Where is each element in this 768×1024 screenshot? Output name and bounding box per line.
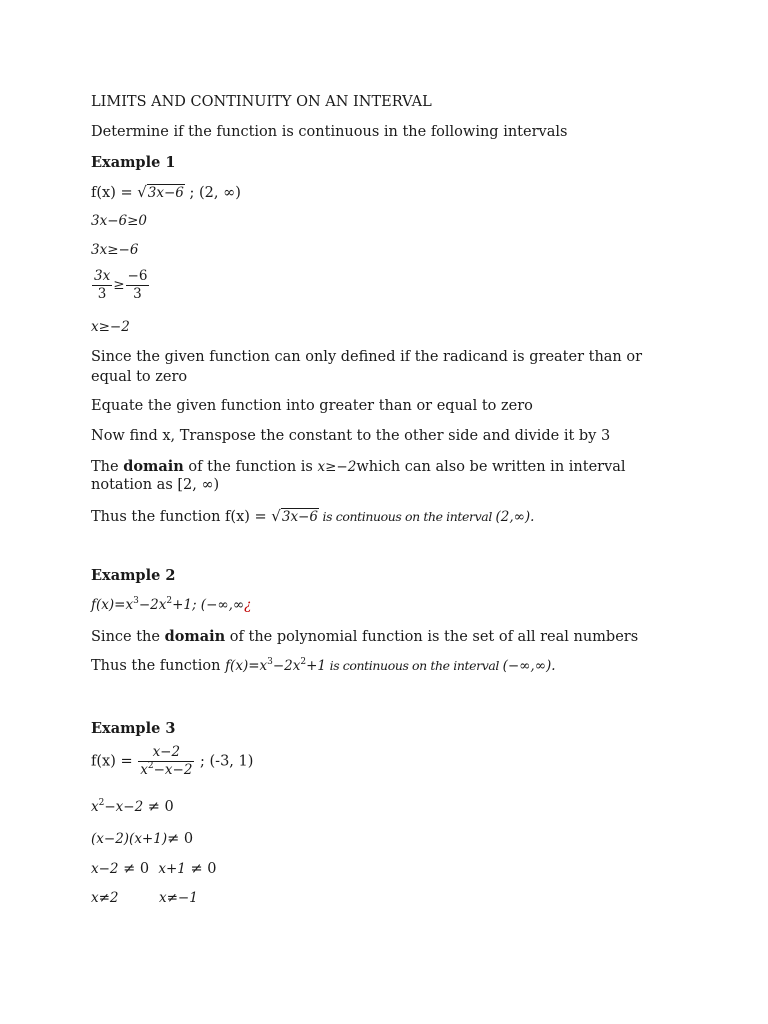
square-root: √3x−6	[271, 507, 318, 525]
example-1-heading: Example 1	[91, 154, 176, 171]
example-1-step-4: x≥−2	[91, 319, 130, 335]
example-1-domain-line-2: notation as [2, ∞)	[91, 477, 220, 493]
page-title: LIMITS AND CONTINUITY ON AN INTERVAL	[91, 94, 432, 110]
function-prefix: f(x) =	[91, 185, 138, 201]
example-2-conclusion: Thus the function $f(x)=x^3-2x^2+1$ is continuous on the interval (−∞,∞).	[91, 657, 556, 674]
intro-text: Determine if the function is continuous in the following intervals	[91, 124, 568, 140]
example-1-paragraph-3: Now find x, Transpose the constant to the other side and divide it by 3	[91, 428, 611, 444]
rational-fraction: $\frac{x-2}{x^2-x-2}$	[140, 744, 193, 778]
fraction-right: $\frac{-6}{3}$	[127, 268, 148, 302]
example-1-conclusion: Thus the function f(x) = √3x−6 is continuous on the interval (2,∞).	[91, 507, 535, 525]
example-1-step-2: 3x≥−6	[91, 242, 139, 258]
example-3-step-3: x−2 ≠ 0 x+1 ≠ 0	[91, 861, 217, 877]
example-1-paragraph-1a: Since the given function can only defined if the radicand is greater than or	[91, 349, 643, 365]
example-1-step-3	[91, 268, 150, 303]
interval: ; (2, ∞)	[184, 185, 241, 201]
domain-term: domain	[164, 628, 226, 645]
example-3-step-2: (x−2)(x+1)≠ 0	[91, 831, 194, 847]
example-1-step-1: 3x−6≥0	[91, 213, 148, 229]
example-3-step-4b: x≠−1	[159, 890, 198, 906]
domain-expression: x≥−2	[317, 459, 357, 475]
example-3-function: f(x) = $\frac{x-2}{x^2-x-2}$ ; (-3, 1)	[91, 744, 254, 778]
example-2-function: $f(x)=x^3-2x^2+1$; (−∞,∞¿	[91, 596, 252, 613]
broken-glyph: ¿	[244, 597, 252, 613]
example-1-paragraph-2: Equate the given function into greater than or equal to zero	[91, 398, 533, 414]
example-2-heading: Example 2	[91, 567, 176, 584]
radicand: 3x−6	[147, 185, 184, 201]
example-1-function	[91, 183, 241, 201]
relation: ≥	[113, 277, 125, 293]
square-root: √3x−6	[137, 183, 184, 201]
example-3-heading: Example 3	[91, 720, 176, 737]
domain-term: domain	[123, 458, 184, 475]
example-3-step-1: $x^2-x-2 \ne 0$	[91, 798, 174, 815]
fraction-left: $\frac{3x}{3}$	[94, 268, 111, 302]
example-3-step-4a: x≠2	[91, 890, 119, 906]
example-1-domain-line: The domain of the function is x≥−2which can also be written in interval	[91, 458, 626, 475]
example-2-paragraph: Since the domain of the polynomial function is the set of all real numbers	[91, 628, 639, 645]
example-1-paragraph-1b: equal to zero	[91, 369, 188, 385]
